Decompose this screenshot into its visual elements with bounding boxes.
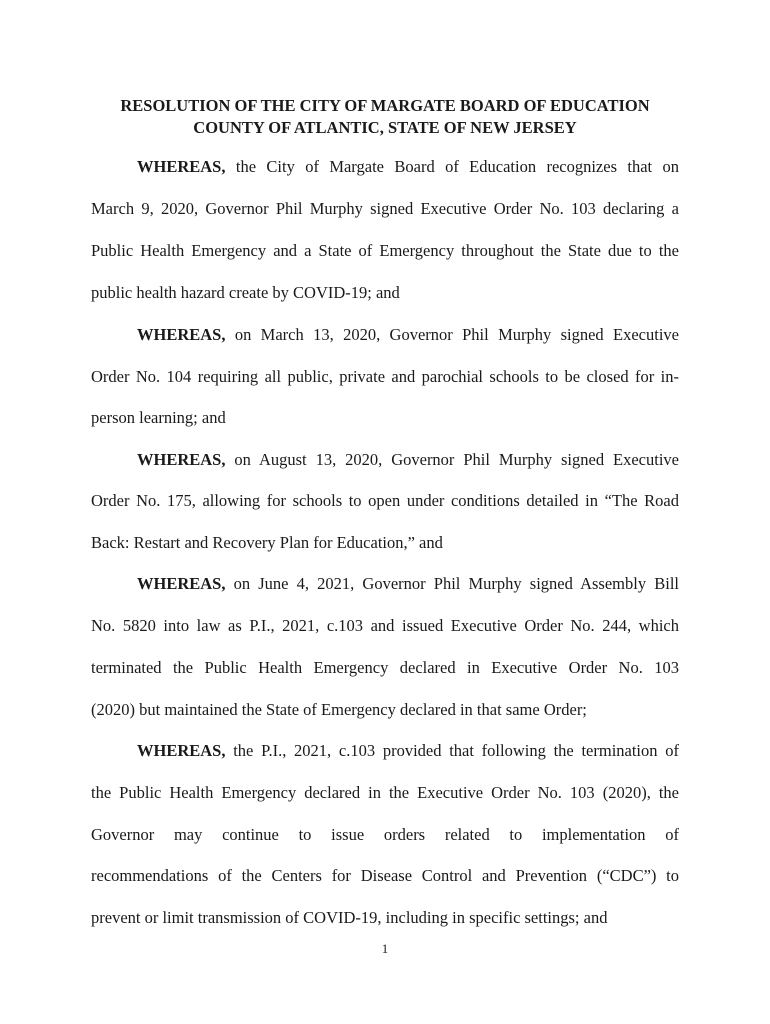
paragraph-1-line: Public Health Emergency and a State of Emergency throughout the State due to the <box>91 241 679 260</box>
paragraph-4-text: on June 4, 2021, Governor Phil Murphy signed Assembly Bill <box>225 574 679 593</box>
paragraph-2-line: person learning; and <box>91 408 226 427</box>
paragraph-5-line: the Public Health Emergency declared in the Executive Order No. 103 (2020), the <box>91 783 679 802</box>
title-line-1: RESOLUTION OF THE CITY OF MARGATE BOARD OF EDUCATION <box>120 96 650 115</box>
paragraph-2-line: Order No. 104 requiring all public, private and parochial schools to be closed for in- <box>91 367 679 386</box>
paragraph-1-first-line <box>137 157 679 177</box>
whereas-lead: WHEREAS, <box>137 741 226 760</box>
paragraph-1-text: the City of Margate Board of Education recognizes that on <box>225 157 679 176</box>
paragraph-3-text: on August 13, 2020, Governor Phil Murphy signed Executive <box>225 450 679 469</box>
paragraph-5-first-line <box>137 741 679 761</box>
whereas-lead: WHEREAS, <box>137 574 226 593</box>
paragraph-3-first-line <box>137 450 679 470</box>
paragraph-3-line: Order No. 175, allowing for schools to open under conditions detailed in “The Road <box>91 491 679 510</box>
whereas-lead: WHEREAS, <box>137 450 226 469</box>
whereas-lead: WHEREAS, <box>137 325 226 344</box>
paragraph-1-line: March 9, 2020, Governor Phil Murphy signed Executive Order No. 103 declaring a <box>91 199 679 218</box>
paragraph-3-line: Back: Restart and Recovery Plan for Education,” and <box>91 533 443 552</box>
paragraph-5-line: prevent or limit transmission of COVID-19, including in specific settings; and <box>91 908 608 927</box>
paragraph-4-first-line <box>137 574 679 594</box>
paragraph-4-line: terminated the Public Health Emergency declared in Executive Order No. 103 <box>91 658 679 677</box>
paragraph-1-line: public health hazard create by COVID-19; and <box>91 283 400 302</box>
paragraph-2-text: on March 13, 2020, Governor Phil Murphy signed Executive <box>225 325 679 344</box>
paragraph-5-line: recommendations of the Centers for Disease Control and Prevention (“CDC”) to <box>91 866 679 885</box>
title-line-2: COUNTY OF ATLANTIC, STATE OF NEW JERSEY <box>193 118 577 137</box>
whereas-lead: WHEREAS, <box>137 157 226 176</box>
document-title <box>60 95 710 139</box>
page-number: 1 <box>381 941 389 956</box>
paragraph-5-line: Governor may continue to issue orders related to implementation of <box>91 825 679 844</box>
paragraph-4-line: No. 5820 into law as P.I., 2021, c.103 and issued Executive Order No. 244, which <box>91 616 679 635</box>
paragraph-5-text: the P.I., 2021, c.103 provided that following the termination of <box>225 741 679 760</box>
paragraph-2-first-line <box>137 325 679 345</box>
paragraph-4-line: (2020) but maintained the State of Emergency declared in that same Order; <box>91 700 587 719</box>
